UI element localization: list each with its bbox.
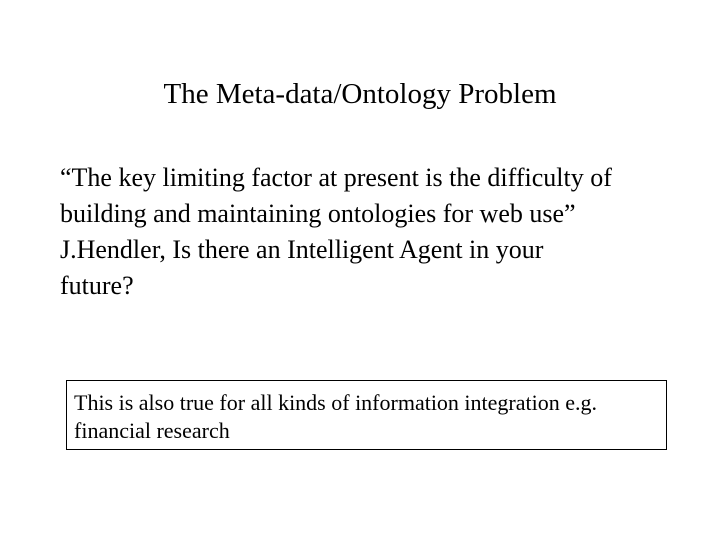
note-box — [66, 380, 667, 450]
slide-title: The Meta-data/Ontology Problem — [163, 78, 557, 110]
body-text — [60, 160, 700, 304]
quote-paragraph — [60, 160, 700, 232]
attribution-line-1: J.Hendler, Is there an Intelligent Agent in your — [60, 235, 544, 264]
note-line-2: financial research — [74, 418, 230, 443]
quote-line-1: “The key limiting factor at present is the difficulty of — [60, 163, 612, 192]
quote-line-2: building and maintaining ontologies for web use” — [60, 199, 576, 228]
note-line-1: This is also true for all kinds of information integration e.g. — [74, 390, 598, 415]
attribution-paragraph — [60, 232, 700, 304]
attribution-line-2: future? — [60, 271, 134, 300]
